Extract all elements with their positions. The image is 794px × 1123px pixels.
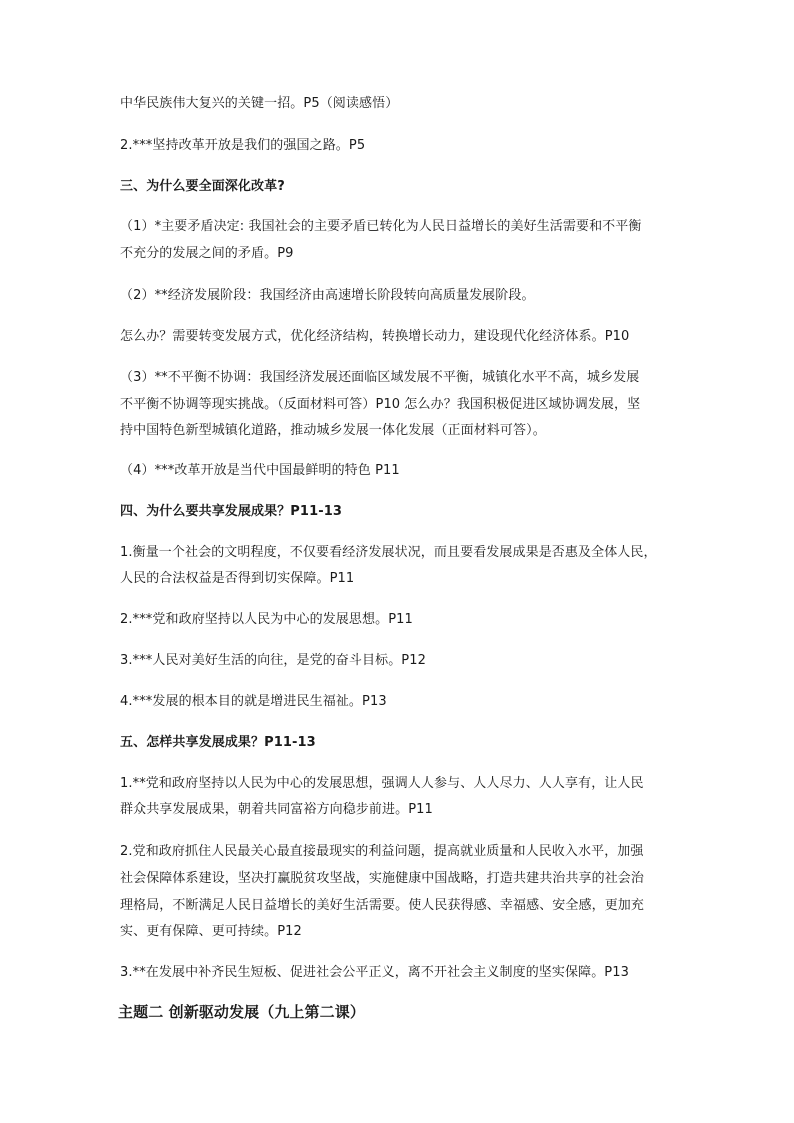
text-line: 怎么办？需要转变发展方式，优化经济结构，转换增长动力，建设现代化经济体系。P10 (120, 329, 630, 344)
section-heading: 四、为什么要共享发展成果？P11-13 (120, 504, 343, 519)
text-line: 实、更有保障、更可持续。P12 (120, 924, 302, 939)
text-line: （2）**经济发展阶段：我国经济由高速增长阶段转向高质量发展阶段。 (120, 288, 535, 303)
text-line: （3）**不平衡不协调：我国经济发展还面临区域发展不平衡，城镇化水平不高，城乡发展 (120, 370, 640, 385)
text-line: 不充分的发展之间的矛盾。P9 (120, 246, 294, 261)
text-line: 1.**党和政府坚持以人民为中心的发展思想，强调人人参与、人人尽力、人人享有，让人民 (120, 776, 644, 791)
text-line: 理格局，不断满足人民日益增长的美好生活需要。使人民获得感、幸福感、安全感，更加充 (120, 898, 645, 913)
text-line: 4.***发展的根本目的就是增进民生福祉。P13 (120, 694, 387, 709)
text-line: 群众共享发展成果，朝着共同富裕方向稳步前进。P11 (120, 802, 433, 817)
topic-heading: 主题二 创新驱动发展（九上第二课） (118, 1003, 365, 1021)
text-line: 3.***人民对美好生活的向往，是党的奋斗目标。P12 (120, 653, 426, 668)
text-line: 2.***坚持改革开放是我们的强国之路。P5 (120, 138, 366, 153)
text-line: 持中国特色新型城镇化道路，推动城乡发展一体化发展（正面材料可答）。 (120, 423, 546, 438)
text-line: 社会保障体系建设，坚决打赢脱贫攻坚战，实施健康中国战略，打造共建共治共享的社会治 (120, 871, 645, 886)
section-heading: 五、怎样共享发展成果？P11-13 (120, 735, 316, 750)
section-heading: 三、为什么要全面深化改革? (120, 179, 285, 194)
text-line: （4）***改革开放是当代中国最鲜明的特色 P11 (120, 463, 400, 478)
text-line: 不平衡不协调等现实挑战。（反面材料可答）P10 怎么办？我国积极促进区域协调发展，坚 (120, 397, 641, 412)
text-line: （1）*主要矛盾决定: 我国社会的主要矛盾已转化为人民日益增长的美好生活需要和不平衡 (120, 219, 642, 234)
text-line: 3.**在发展中补齐民生短板、促进社会公平正义，离不开社会主义制度的坚实保障。P13 (120, 965, 629, 980)
text-line: 2.党和政府抓住人民最关心最直接最现实的利益问题，提高就业质量和人民收入水平，加强 (120, 844, 644, 859)
text-line: 中华民族伟大复兴的关键一招。P5（阅读感悟） (120, 96, 399, 111)
text-line: 2.***党和政府坚持以人民为中心的发展思想。P11 (120, 612, 413, 627)
text-line: 1.衡量一个社会的文明程度，不仅要看经济发展状况，而且要看发展成果是否惠及全体人民， (120, 545, 657, 560)
text-line: 人民的合法权益是否得到切实保障。P11 (120, 571, 355, 586)
